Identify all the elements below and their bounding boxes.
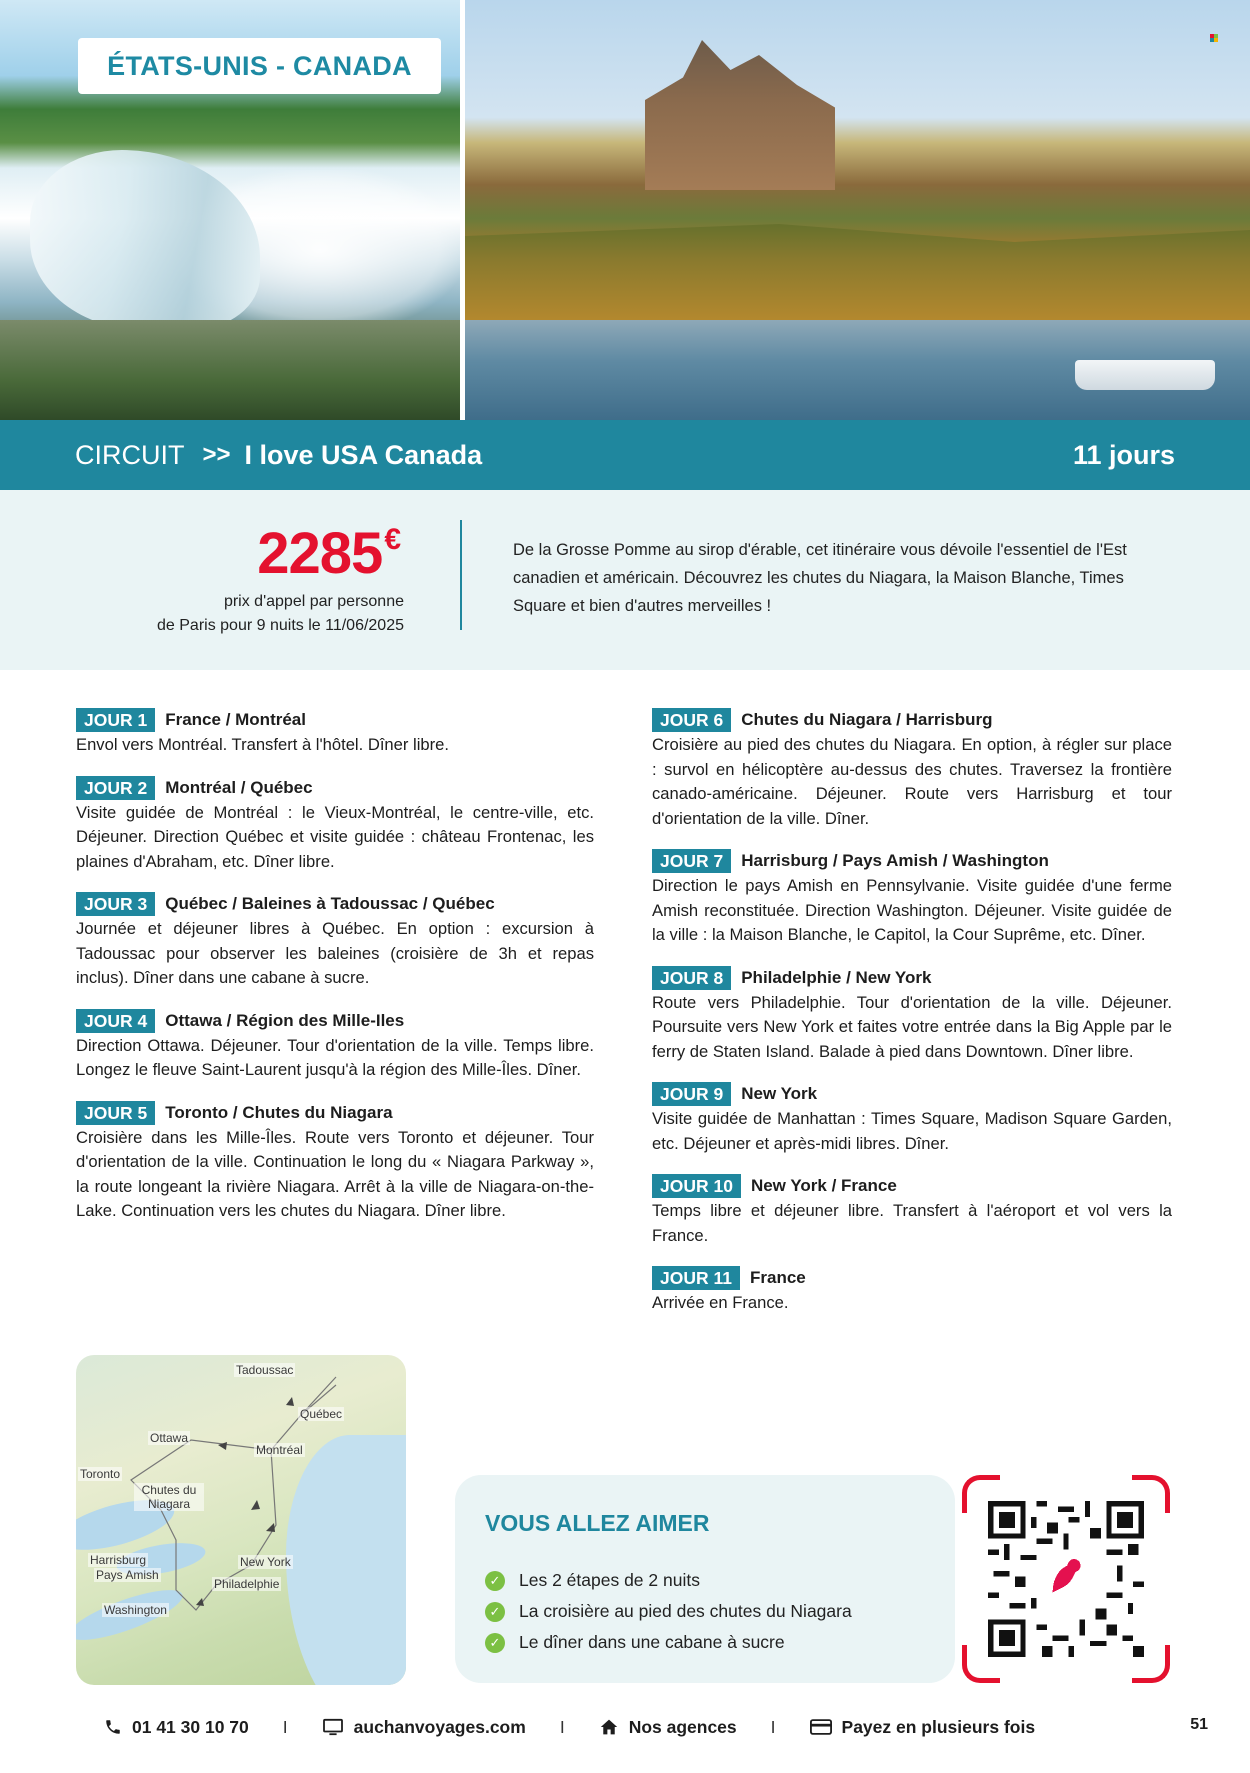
days-column-left — [76, 707, 594, 1241]
day-text: Croisière au pied des chutes du Niagara. En option, à régler sur place : survol en hélicoptère au-dessus des chutes. Traversez la frontière canado-américaine. Déjeuner. Route vers Harrisburg et tour d'orientation de la ville. Dîner. — [652, 735, 1172, 828]
day-tag: JOUR 9 — [652, 1082, 731, 1106]
map-label: New York — [240, 1555, 291, 1569]
monitor-icon — [322, 1718, 344, 1736]
day-tag: JOUR 2 — [76, 776, 155, 800]
list-item — [485, 1627, 852, 1658]
price-box — [0, 490, 1250, 670]
footer-payment[interactable] — [810, 1717, 1036, 1738]
corner-dot-icon — [1210, 34, 1218, 42]
page-number: 51 — [1190, 1716, 1208, 1733]
day-text: Direction le pays Amish en Pennsylvanie. Visite guidée d'une ferme Amish reconstituée. Direction Washington. Déjeuner. Visite guidée de la ville : la Maison Blanche, le Capitol, la Cour Suprême, etc. Dîner. — [652, 876, 1172, 944]
day-tag: JOUR 6 — [652, 708, 731, 732]
highlight-text: Les 2 étapes de 2 nuits — [519, 1570, 700, 1590]
day-text: Visite guidée de Manhattan : Times Square, Madison Square Garden, etc. Déjeuner et après-midi libres. Dîner. — [652, 1109, 1172, 1153]
day-tag: JOUR 1 — [76, 708, 155, 732]
highlights-box — [455, 1475, 955, 1683]
footer-website[interactable] — [322, 1717, 526, 1738]
qr-code[interactable] — [988, 1501, 1144, 1657]
map-label: Ottawa — [150, 1431, 189, 1445]
day-title: New York / France — [750, 1176, 897, 1195]
footer-separator: I — [770, 1716, 776, 1737]
day-title: New York — [741, 1084, 818, 1103]
route-lines — [76, 1355, 406, 1685]
day-text: Direction Ottawa. Déjeuner. Tour d'orientation de la ville. Temps libre. Longez le fleuve Saint-Laurent jusqu'à la région des Mille-Îles. Dîner. — [76, 1035, 594, 1079]
day-text: Croisière dans les Mille-Îles. Route vers Toronto et déjeuner. Tour d'orientation de la ville. Continuation le long du « Niagara Parkway », la route longeant la rivière Niagara. Arrêt à la ville de Niagara-on-the-Lake. Continuation vers les chutes du Niagara. Dîner libre. — [76, 1127, 594, 1220]
qr-code-frame[interactable] — [962, 1475, 1170, 1683]
day-title: France / Montréal — [165, 710, 306, 729]
payment-link: Payez en plusieurs fois — [841, 1716, 1036, 1737]
day-item — [652, 707, 1172, 831]
intro-text: De la Grosse Pomme au sirop d'érable, cet itinéraire vous dévoile l'essentiel de l'Est canadien et américain. Découvrez les chutes du Niagara, la Maison Blanche, Times Square et bien d'autres merveilles ! — [513, 541, 1127, 615]
day-tag: JOUR 7 — [652, 849, 731, 873]
day-text: Envol vers Montréal. Transfert à l'hôtel. Dîner libre. — [76, 735, 449, 754]
footer-phone[interactable] — [104, 1717, 249, 1738]
check-icon: ✓ — [485, 1571, 505, 1591]
day-item — [652, 848, 1172, 948]
check-icon: ✓ — [485, 1602, 505, 1622]
itinerary-map — [76, 1355, 406, 1685]
map-label: Toronto — [80, 1467, 121, 1481]
region-badge: ÉTATS-UNIS - CANADA — [78, 38, 441, 94]
map-label: Philadelphie — [214, 1577, 280, 1591]
website-link: auchanvoyages.com — [353, 1716, 526, 1737]
price — [257, 520, 400, 587]
home-icon — [599, 1718, 619, 1736]
day-item — [76, 891, 594, 991]
day-tag: JOUR 3 — [76, 892, 155, 916]
map-label: Québec — [300, 1407, 343, 1421]
day-item — [76, 707, 594, 758]
price-note-line1: prix d'appel par personne — [223, 593, 404, 610]
price-currency: € — [384, 523, 400, 556]
day-text: Route vers Philadelphie. Tour d'orientation de la ville. Déjeuner. Poursuite vers New York et faites votre entrée dans la Big Apple par le ferry de Staten Island. Balade à pied dans Downtown. Dîner libre. — [652, 992, 1172, 1061]
price-note-line2: de Paris pour 9 nuits le 11/06/2025 — [157, 617, 404, 634]
price-separator — [460, 520, 462, 630]
footer-agencies[interactable] — [599, 1717, 737, 1738]
footer — [104, 1714, 1214, 1740]
check-icon: ✓ — [485, 1633, 505, 1653]
highlight-text: La croisière au pied des chutes du Niagara — [519, 1601, 852, 1621]
day-item — [652, 965, 1172, 1065]
list-item — [485, 1565, 852, 1596]
agencies-link: Nos agences — [628, 1716, 737, 1737]
footer-separator: I — [282, 1716, 288, 1737]
circuit-band — [0, 420, 1250, 490]
day-text: Arrivée en France. — [652, 1293, 789, 1312]
map-label: Tadoussac — [236, 1363, 294, 1377]
map-label: Washington — [104, 1603, 167, 1617]
day-item — [76, 775, 594, 875]
card-icon — [810, 1719, 832, 1735]
day-title: Chutes du Niagara / Harrisburg — [741, 710, 993, 729]
day-tag: JOUR 11 — [652, 1266, 740, 1290]
day-title: France — [749, 1268, 806, 1287]
phone-icon — [104, 1718, 122, 1736]
map-label: Chutes du Niagara — [134, 1483, 204, 1511]
day-title: Montréal / Québec — [165, 777, 313, 797]
circuit-name: I love USA Canada — [244, 439, 483, 470]
day-item — [76, 1100, 594, 1224]
day-item — [652, 1173, 1172, 1248]
day-title: Québec / Baleines à Tadoussac / Québec — [165, 894, 495, 913]
day-tag: JOUR 8 — [652, 966, 731, 990]
day-tag: JOUR 4 — [76, 1009, 155, 1033]
map-label: Pays Amish — [96, 1568, 159, 1582]
highlights-list — [485, 1565, 852, 1658]
day-title: Harrisburg / Pays Amish / Washington — [741, 851, 1049, 870]
highlights-title: VOUS ALLEZ AIMER — [485, 1510, 710, 1536]
circuit-label: CIRCUIT — [75, 439, 185, 470]
day-tag: JOUR 5 — [76, 1101, 155, 1125]
circuit-duration: 11 jours — [1072, 439, 1175, 470]
circuit-arrows: >> — [202, 441, 231, 468]
day-text: Journée et déjeuner libres à Québec. En option : excursion à Tadoussac pour observer les baleines (croisière de 3h et repas inclus). Dîner dans une cabane à sucre. — [76, 919, 594, 987]
day-title: Ottawa / Région des Mille-Iles — [165, 1010, 405, 1030]
highlight-text: Le dîner dans une cabane à sucre — [519, 1632, 785, 1652]
day-tag: JOUR 10 — [652, 1174, 741, 1198]
price-note — [157, 590, 404, 638]
day-item — [652, 1265, 1172, 1316]
day-text: Temps libre et déjeuner libre. Transfert à l'aéroport et vol vers la France. — [652, 1201, 1172, 1245]
footer-separator: I — [559, 1716, 565, 1737]
price-amount: 2285 — [257, 521, 383, 586]
day-text: Visite guidée de Montréal : le Vieux-Montréal, le centre-ville, etc. Déjeuner. Direction Québec et visite guidée : château Frontenac, les plaines d'Abraham, etc. Dîner libre. — [76, 802, 594, 871]
day-title: Toronto / Chutes du Niagara — [165, 1102, 393, 1122]
phone-number: 01 41 30 10 70 — [132, 1716, 249, 1737]
map-label: Montréal — [256, 1443, 303, 1457]
quebec-city-photo — [465, 0, 1250, 420]
day-item — [652, 1081, 1172, 1156]
days-column-right — [652, 707, 1172, 1333]
day-title: Philadelphie / New York — [741, 967, 932, 987]
day-item — [76, 1008, 594, 1083]
map-label: Harrisburg — [90, 1553, 147, 1567]
list-item — [485, 1596, 852, 1627]
